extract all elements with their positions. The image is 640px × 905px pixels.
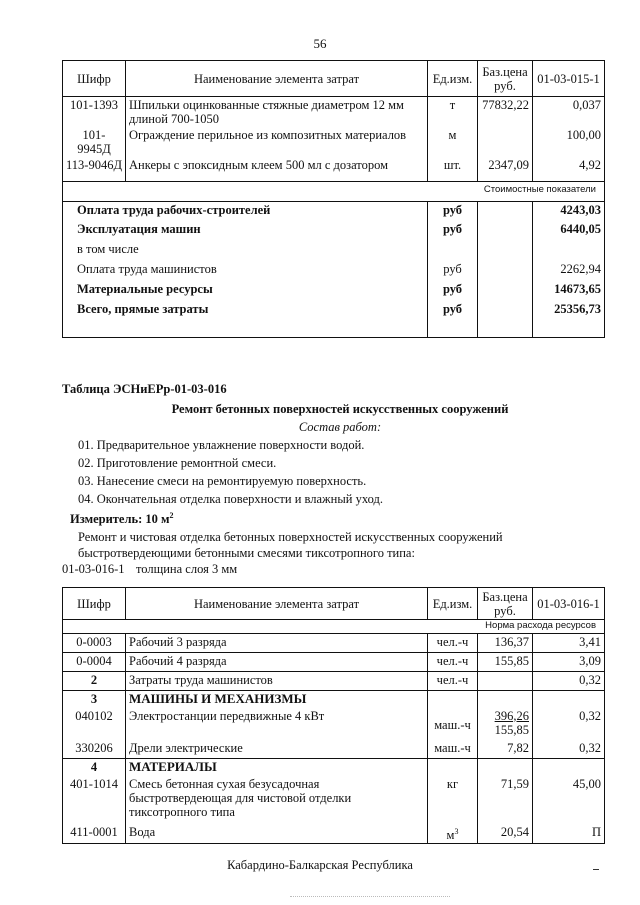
group-code: 4: [63, 759, 126, 776]
row-price: [478, 708, 533, 740]
table-row: [63, 653, 605, 672]
summary-row: [63, 221, 605, 241]
row-unit: кг: [428, 776, 478, 824]
row-unit: $м^3$: [428, 824, 478, 844]
summary-unit: руб: [428, 281, 478, 301]
table-row: [63, 824, 605, 844]
row-code: 113-9046Д: [63, 157, 126, 181]
summary-name: Оплата труда машинистов: [63, 261, 428, 281]
table-header-row: [63, 588, 605, 620]
row-code: 101-1393: [63, 97, 126, 128]
group-code: 3: [63, 691, 126, 708]
page-number: 56: [313, 36, 327, 51]
summary-value: 2262,94: [533, 261, 605, 281]
table-row: [63, 157, 605, 181]
table-row: [63, 672, 605, 691]
summary-value: 4243,03: [533, 201, 605, 221]
row-code: 401-1014: [63, 776, 126, 824]
row-name: Смесь бетонная сухая безусадочная быстротвердеющая для чистовой отделки тиксотропного типа: [126, 776, 428, 824]
row-price: 136,37: [478, 634, 533, 653]
header-code: Шифр: [63, 588, 126, 620]
row-code: 2: [63, 672, 126, 691]
row-price: 71,59: [478, 776, 533, 824]
row-norm: 0,32: [533, 740, 605, 759]
table-row: [63, 97, 605, 128]
group-name: МАШИНЫ И МЕХАНИЗМЫ: [126, 691, 428, 708]
summary-unit: руб: [428, 261, 478, 281]
table-header-row: [63, 61, 605, 97]
row-unit: шт.: [428, 157, 478, 181]
bottom-divider: [290, 896, 450, 898]
summary-unit: руб: [428, 301, 478, 337]
row-price: 77832,22: [478, 97, 533, 128]
section-label: Стоимостные показатели: [63, 181, 605, 201]
group-name: МАТЕРИАЛЫ: [126, 759, 428, 776]
table-row: [63, 634, 605, 653]
summary-row: [63, 201, 605, 221]
summary-row: [63, 261, 605, 281]
footer-mark: [593, 869, 599, 870]
meter-label: Измеритель: 10 $м^2$: [70, 511, 174, 527]
work-step: 02. Приготовление ремонтной смеси.: [78, 456, 277, 470]
header-name: Наименование элемента затрат: [126, 61, 428, 97]
row-name: Ограждение перильное из композитных материалов: [126, 127, 428, 157]
composition-title: Состав работ:: [298, 420, 382, 434]
row-code: 101-9945Д: [63, 127, 126, 157]
group-header-row: [63, 691, 605, 708]
row-unit: чел.-ч: [428, 634, 478, 653]
summary-value: 6440,05: [533, 221, 605, 241]
table-row: [63, 776, 605, 824]
table-row: [63, 127, 605, 157]
row-norm: 4,92: [533, 157, 605, 181]
row-price: 2347,09: [478, 157, 533, 181]
row-price-upper: 396,26: [494, 708, 529, 723]
summary-row: [63, 241, 605, 261]
row-unit: маш.-ч: [428, 708, 478, 740]
table-title: Таблица ЭСНиЕРр-01-03-016: [62, 382, 227, 396]
row-norm: 3,41: [533, 634, 605, 653]
work-step: 01. Предварительное увлажнение поверхности водой.: [78, 438, 365, 452]
summary-name: Материальные ресурсы: [63, 281, 428, 301]
summary-name: Всего, прямые затраты: [63, 301, 428, 337]
resource-table-01-03-016: [62, 587, 605, 844]
row-name: Электростанции передвижные 4 кВт: [126, 708, 428, 740]
header-unit: Ед.изм.: [428, 61, 478, 97]
row-name: Вода: [126, 824, 428, 844]
row-price: 20,54: [478, 824, 533, 844]
summary-unit: руб: [428, 201, 478, 221]
row-norm: 3,09: [533, 653, 605, 672]
summary-unit: руб: [428, 221, 478, 241]
table-row: [63, 708, 605, 740]
header-code: Шифр: [63, 61, 126, 97]
section-label-row: [63, 181, 605, 201]
row-code: 0-0003: [63, 634, 126, 653]
row-name: Дрели электрические: [126, 740, 428, 759]
row-norm: 100,00: [533, 127, 605, 157]
row-name: Затраты труда машинистов: [126, 672, 428, 691]
description-line: быстротвердеющими бетонными смесями тиксотропного типа:: [78, 546, 415, 560]
row-code: 411-0001: [63, 824, 126, 844]
row-price: 155,85: [478, 653, 533, 672]
row-price: [478, 127, 533, 157]
row-name: Рабочий 4 разряда: [126, 653, 428, 672]
table-row: [63, 740, 605, 759]
row-name: Рабочий 3 разряда: [126, 634, 428, 653]
row-unit: т: [428, 97, 478, 128]
row-price-lower: 155,85: [494, 722, 529, 737]
header-price: Баз.цена руб.: [478, 588, 533, 620]
summary-row: [63, 281, 605, 301]
section-heading: Ремонт бетонных поверхностей искусственных сооружений: [171, 402, 509, 416]
group-header-row: [63, 759, 605, 776]
header-norm: 01-03-016-1: [533, 588, 605, 620]
row-name: Шпильки оцинкованные стяжные диаметром 12 мм длиной 700-1050: [126, 97, 428, 128]
summary-row: [63, 301, 605, 337]
row-norm: П: [533, 824, 605, 844]
header-unit: Ед.изм.: [428, 588, 478, 620]
cost-table-01-03-015: [62, 60, 605, 338]
row-norm: 0,32: [533, 708, 605, 740]
work-step: 04. Окончательная отделка поверхности и влажный уход.: [78, 492, 383, 506]
summary-name: Эксплуатация машин: [63, 221, 428, 241]
row-norm: 45,00: [533, 776, 605, 824]
row-price: [478, 672, 533, 691]
row-norm: 0,32: [533, 672, 605, 691]
summary-value: 14673,65: [533, 281, 605, 301]
footer-region: Кабардино-Балкарская Республика: [227, 858, 413, 872]
item-text: толщина слоя 3 мм: [136, 562, 238, 576]
row-code: 040102: [63, 708, 126, 740]
section-label-row: [63, 620, 605, 634]
section-label: Норма расхода ресурсов: [63, 620, 605, 634]
row-price: 7,82: [478, 740, 533, 759]
row-name: Анкеры с эпоксидным клеем 500 мл с дозатором: [126, 157, 428, 181]
row-code: 0-0004: [63, 653, 126, 672]
work-step: 03. Нанесение смеси на ремонтируемую поверхность.: [78, 474, 367, 488]
row-unit: чел.-ч: [428, 653, 478, 672]
row-unit: м: [428, 127, 478, 157]
header-name: Наименование элемента затрат: [126, 588, 428, 620]
summary-value: 25356,73: [533, 301, 605, 337]
summary-name: в том числе: [63, 241, 428, 261]
header-price: Баз.цена руб.: [478, 61, 533, 97]
row-norm: 0,037: [533, 97, 605, 128]
row-unit: маш.-ч: [428, 740, 478, 759]
header-norm: 01-03-015-1: [533, 61, 605, 97]
row-unit: чел.-ч: [428, 672, 478, 691]
summary-name: Оплата труда рабочих-строителей: [63, 201, 428, 221]
description-line: Ремонт и чистовая отделка бетонных поверхностей искусственных сооружений: [78, 530, 503, 544]
row-code: 330206: [63, 740, 126, 759]
item-code: 01-03-016-1: [62, 562, 125, 576]
